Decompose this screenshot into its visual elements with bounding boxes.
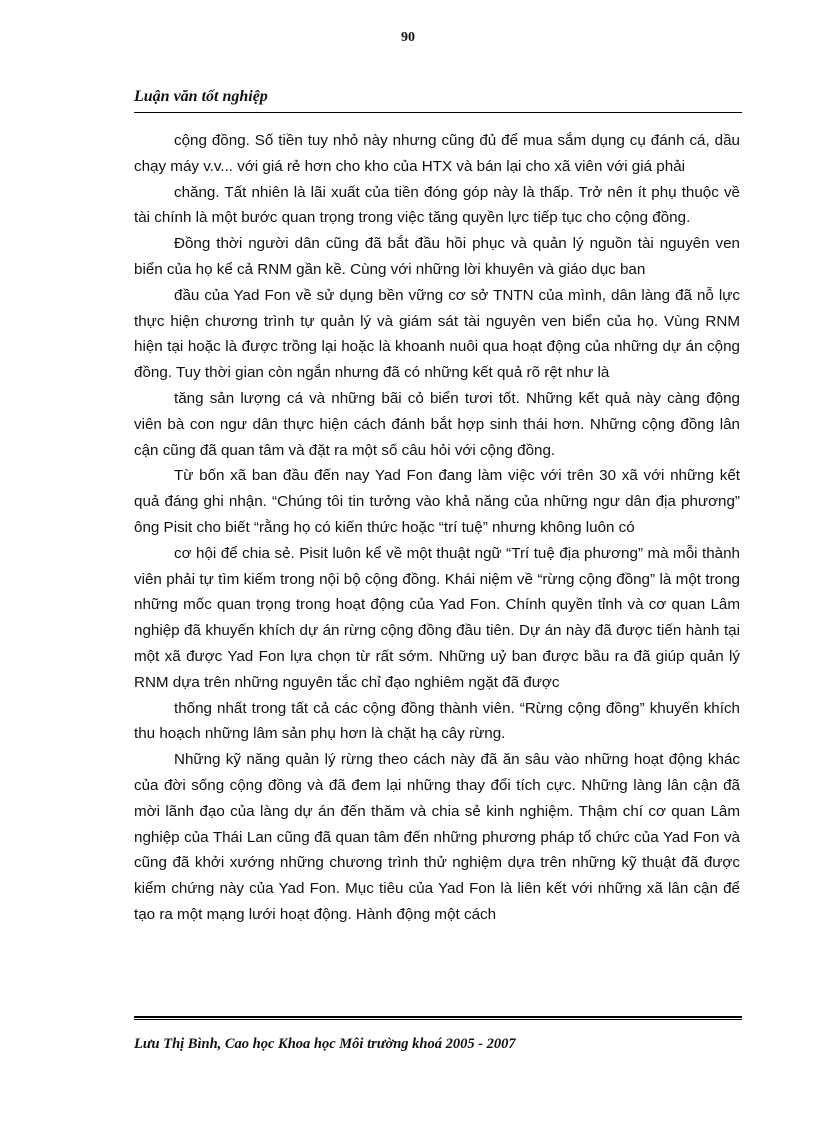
paragraph: thống nhất trong tất cả các cộng đồng thành viên. “Rừng cộng đồng” khuyến khích thu hoạch những lâm sản phụ hơn là chặt hạ cây rừng. [134, 699, 740, 743]
footer-text: Lưu Thị Bình, Cao học Khoa học Môi trường khoá 2005 - 2007 [134, 1036, 516, 1052]
paragraph: đầu của Yad Fon về sử dụng bền vững cơ sở TNTN của mình, dân làng đã nỗ lực thực hiện chương trình tự quản lý và giám sát tài nguyên ven biển của họ. Vùng RNM hiện tại hoặc là được trồng lại hoặc là khoanh nuôi qua hoạt động của những dự án cộng đồng. Tuy thời gian còn ngắn nhưng đã có những kết quả rõ rệt như là [134, 286, 740, 382]
page-number: 90 [401, 30, 415, 45]
paragraph: chăng. Tất nhiên là lãi xuất của tiền đóng góp này là thấp. Trở nên ít phụ thuộc về tài chính là một bước quan trọng trong việc tăng quyền lực tiếp tục cho cộng đồng. [134, 183, 740, 227]
paragraph: Những kỹ năng quản lý rừng theo cách này đã ăn sâu vào những hoạt động khác của đời sống cộng đồng và đã đem lại những thay đổi tích cực. Những làng lân cận đã mời lãnh đạo của làng dự án đến thăm và chia sẻ kinh nghiệm. Thậm chí cơ quan Lâm nghiệp của Thái Lan cũng đã quan tâm đến những phương pháp tổ chức của Yad Fon và cũng đã khởi xướng những chương trình thử nghiệm dựa trên những kỹ thuật đã được kiểm chứng này của Yad Fon. Mục tiêu của Yad Fon là liên kết với những xã lân cận để tạo ra một mạng lưới hoạt động. Hành động một cách [134, 751, 740, 923]
paragraph: cơ hội để chia sẻ. Pisit luôn kể về một thuật ngữ “Trí tuệ địa phương” mà mỗi thành viên phải tự tìm kiếm trong nội bộ cộng đồng. Khái niệm về “rừng cộng đồng” là một trong những mốc quan trọng trong hoạt động của Yad Fon. Chính quyền tỉnh và cơ quan Lâm nghiệp đã khuyến khích dự án rừng cộng đồng đầu tiên. Dự án này đã được tiến hành tại một xã được Yad Fon lựa chọn từ rất sớm. Những uỷ ban được bầu ra đã giúp quản lý RNM dựa trên những nguyên tắc chỉ đạo nghiêm ngặt đã được [134, 544, 740, 691]
header-rule [134, 112, 742, 113]
paragraph: Từ bốn xã ban đầu đến nay Yad Fon đang làm việc với trên 30 xã với những kết quả đáng ghi nhận. “Chúng tôi tin tưởng vào khả năng của những ngư dân địa phương” ông Pisit cho biết “rằng họ có kiến thức hoặc “trí tuệ” nhưng không luôn có [134, 467, 740, 536]
body-text [134, 128, 740, 928]
paragraph: tăng sản lượng cá và những bãi cỏ biển tươi tốt. Những kết quả này càng động viên bà con ngư dân thực hiện cách đánh bắt hợp sinh thái hơn. Những cộng đồng lân cận cũng đã quan tâm và đặt ra một số câu hỏi với cộng đồng. [134, 389, 740, 459]
paragraph: Đồng thời người dân cũng đã bắt đầu hồi phục và quản lý nguồn tài nguyên ven biển của họ kể cả RNM gần kề. Cùng với những lời khuyên và giáo dục ban [134, 235, 740, 278]
paragraph: cộng đồng. Số tiền tuy nhỏ này nhưng cũng đủ để mua sắm dụng cụ đánh cá, dầu chạy máy v.v... với giá rẻ hơn cho kho của HTX và bán lại cho xã viên với giá phải [134, 132, 740, 175]
footer-rule [134, 1016, 742, 1020]
header-title: Luận văn tốt nghiệp [134, 88, 268, 105]
